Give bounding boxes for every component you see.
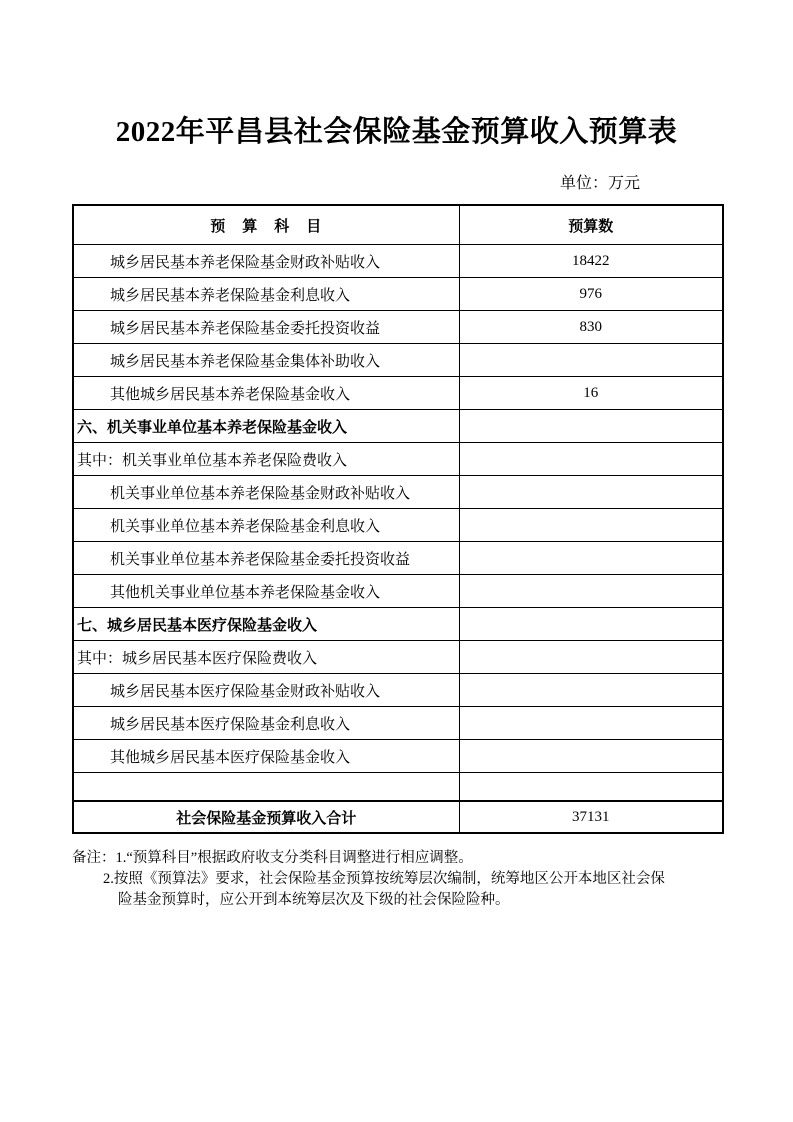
table-total-row: [73, 801, 723, 833]
column-header-subject: 预 算 科 目: [73, 205, 459, 245]
document-title: 2022年平昌县社会保险基金预算收入预算表: [115, 116, 678, 148]
row-subject-label: 机关事业单位基本养老保险基金利息收入: [73, 509, 459, 542]
row-subject-label: 其他城乡居民基本养老保险基金收入: [73, 377, 459, 410]
table-row: [73, 740, 723, 773]
budget-table: [72, 204, 724, 834]
table-row: [73, 707, 723, 740]
row-amount-value: 18422: [459, 245, 723, 278]
table-row: [73, 443, 723, 476]
row-subject-label: 城乡居民基本养老保险基金集体补助收入: [73, 344, 459, 377]
row-amount-value: 976: [459, 278, 723, 311]
row-amount-value: 830: [459, 311, 723, 344]
row-amount-value: [459, 476, 723, 509]
row-amount-value: [459, 344, 723, 377]
row-subject-label: 机关事业单位基本养老保险基金财政补贴收入: [73, 476, 459, 509]
row-subject-label: [73, 773, 459, 802]
column-header-amount: 预算数: [459, 205, 723, 245]
row-subject-label: 城乡居民基本养老保险基金财政补贴收入: [73, 245, 459, 278]
table-row: [73, 278, 723, 311]
budget-table-body: [73, 245, 723, 802]
row-amount-value: [459, 542, 723, 575]
row-amount-value: [459, 608, 723, 641]
table-row: [73, 344, 723, 377]
row-subject-label: 城乡居民基本医疗保险基金利息收入: [73, 707, 459, 740]
row-amount-value: 16: [459, 377, 723, 410]
row-amount-value: [459, 740, 723, 773]
table-row: [73, 674, 723, 707]
table-row: [73, 641, 723, 674]
note-line-3: 险基金预算时，应公开到本统筹层次及下级的社会保险险种。: [118, 892, 510, 908]
row-subject-label: 城乡居民基本养老保险基金利息收入: [73, 278, 459, 311]
row-amount-value: [459, 410, 723, 443]
note-line-2: 2.按照《预算法》要求，社会保险基金预算按统筹层次编制，统筹地区公开本地区社会保: [103, 871, 665, 887]
row-subject-label: 其中：机关事业单位基本养老保险费收入: [73, 443, 459, 476]
row-amount-value: [459, 674, 723, 707]
table-row: [73, 542, 723, 575]
row-amount-value: [459, 707, 723, 740]
notes-section: [72, 848, 717, 911]
row-amount-value: [459, 641, 723, 674]
table-row: [73, 377, 723, 410]
row-amount-value: [459, 509, 723, 542]
table-row: [73, 410, 723, 443]
row-subject-label: 其他城乡居民基本医疗保险基金收入: [73, 740, 459, 773]
row-subject-label: 七、城乡居民基本医疗保险基金收入: [73, 608, 459, 641]
table-header-row: [73, 205, 723, 245]
row-subject-label: 其中：城乡居民基本医疗保险费收入: [73, 641, 459, 674]
total-row-label: 社会保险基金预算收入合计: [73, 801, 459, 833]
row-subject-label: 城乡居民基本医疗保险基金财政补贴收入: [73, 674, 459, 707]
table-row: [73, 509, 723, 542]
table-row: [73, 245, 723, 278]
table-row: [73, 608, 723, 641]
row-subject-label: 六、机关事业单位基本养老保险基金收入: [73, 410, 459, 443]
table-row: [73, 476, 723, 509]
table-row: [73, 773, 723, 802]
row-amount-value: [459, 575, 723, 608]
table-row: [73, 311, 723, 344]
row-subject-label: 城乡居民基本养老保险基金委托投资收益: [73, 311, 459, 344]
table-row: [73, 575, 723, 608]
note-line-1: 备注：1.“预算科目”根据政府收支分类科目调整进行相应调整。: [72, 850, 473, 866]
total-row-value: 37131: [459, 801, 723, 833]
row-subject-label: 机关事业单位基本养老保险基金委托投资收益: [73, 542, 459, 575]
row-amount-value: [459, 443, 723, 476]
unit-label: 单位：万元: [559, 175, 640, 192]
row-subject-label: 其他机关事业单位基本养老保险基金收入: [73, 575, 459, 608]
row-amount-value: [459, 773, 723, 802]
